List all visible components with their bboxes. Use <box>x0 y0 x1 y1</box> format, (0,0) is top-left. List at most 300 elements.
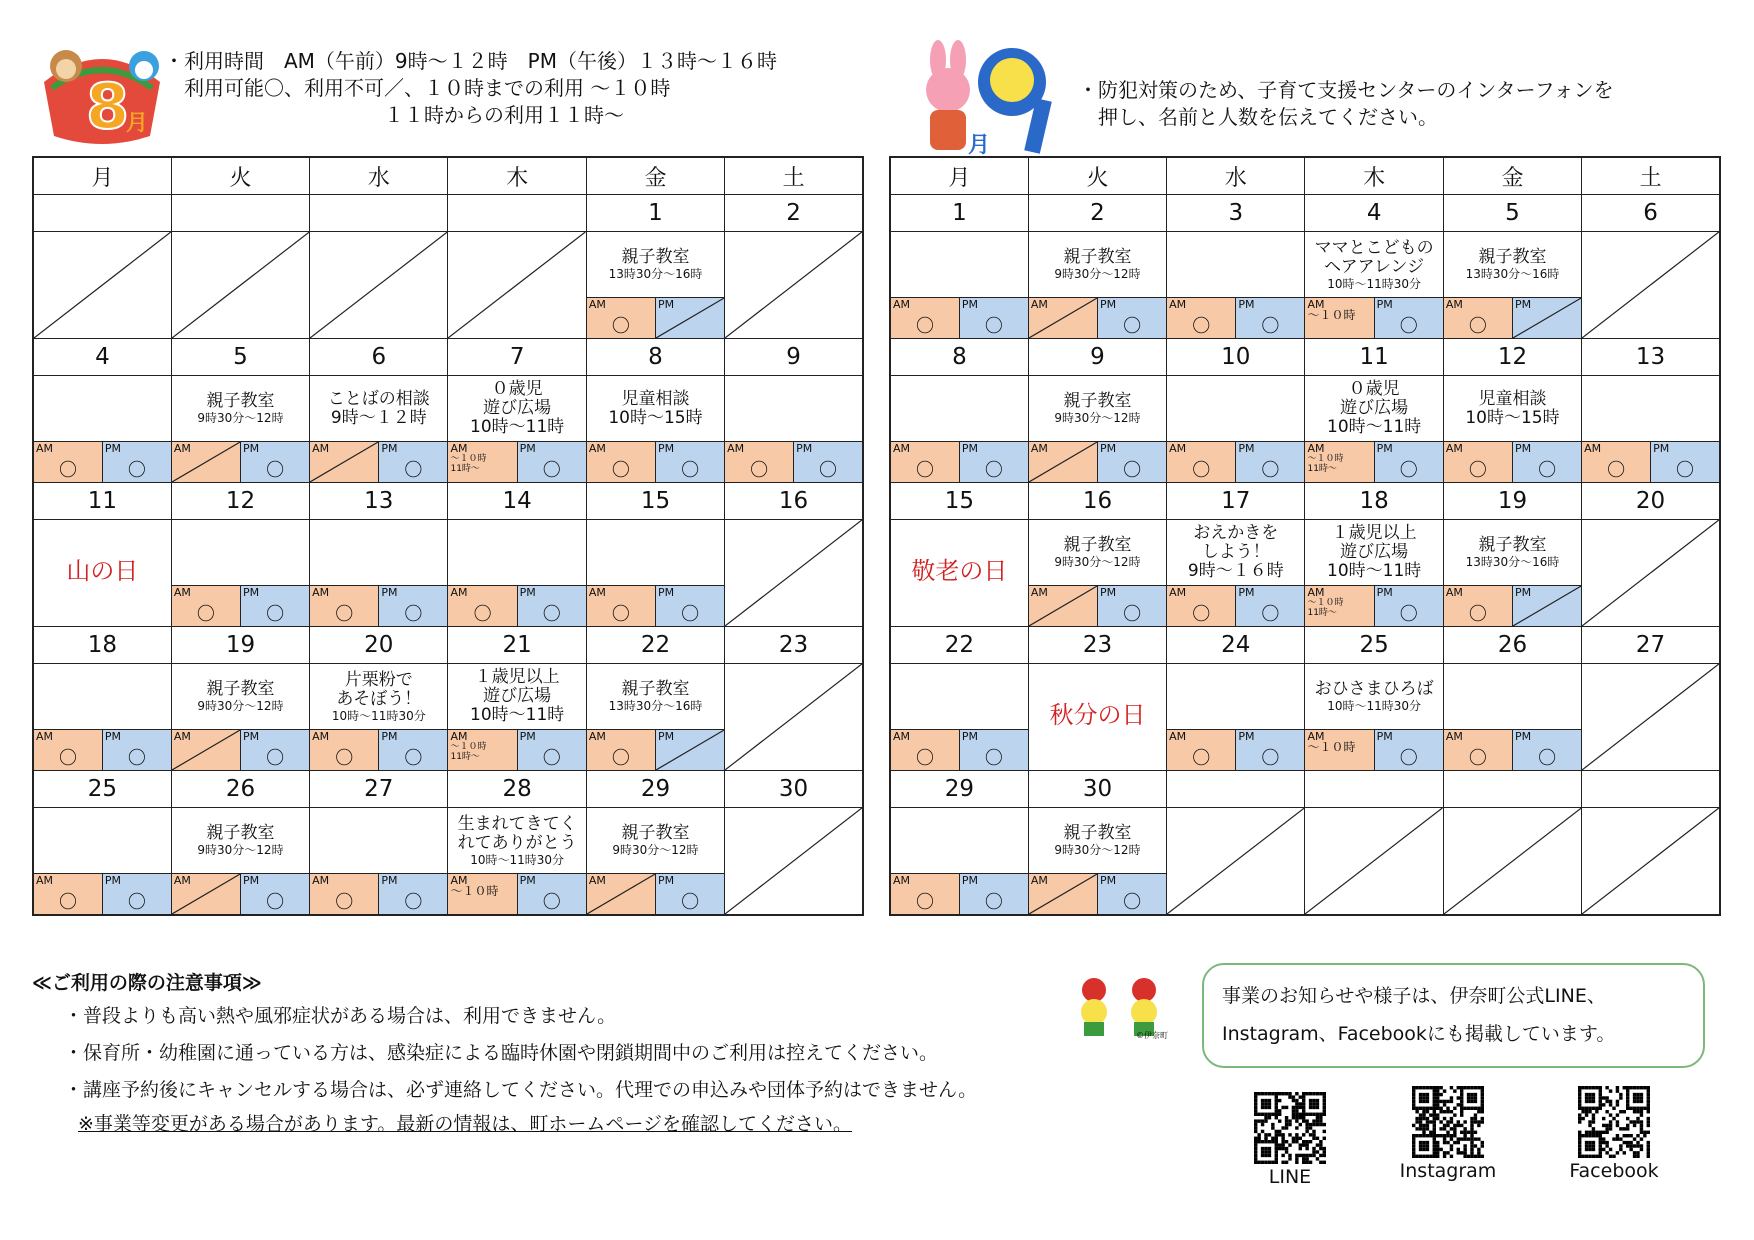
slot-cell <box>1167 298 1305 339</box>
event-time: 13時30分～16時 <box>1465 555 1560 569</box>
instagram-qr-code[interactable] <box>1412 1086 1484 1158</box>
closed-day-cell <box>1582 808 1720 916</box>
weekday-header: 火 <box>171 157 309 195</box>
holiday-cell <box>1028 664 1166 771</box>
event-title: 生まれてきてく れてありがとう <box>457 813 577 853</box>
slot-label: PM <box>1100 442 1117 455</box>
slot-label: PM <box>1100 874 1117 887</box>
day-number: 3 <box>1167 195 1305 232</box>
pm-slot <box>518 730 586 770</box>
available-mark: 〇 <box>1538 460 1557 481</box>
until-10-from-11-mark: ～１０時 11時～ <box>1307 598 1344 618</box>
available-mark: 〇 <box>58 892 77 913</box>
pm-slot <box>1375 298 1443 338</box>
event-title: ０歳児 遊び広場 10時～11時 <box>1327 379 1422 437</box>
event-cell <box>310 664 448 730</box>
event-cell <box>890 376 1028 442</box>
slot-label: AM <box>1030 874 1048 887</box>
pm-slot <box>1513 730 1581 770</box>
slot-cell <box>586 874 724 916</box>
pm-slot <box>379 730 447 770</box>
slot-cell <box>1305 298 1443 339</box>
slot-cell <box>33 730 171 771</box>
event-cell <box>586 808 724 874</box>
weekday-header: 火 <box>1028 157 1166 195</box>
event-cell <box>890 664 1028 730</box>
event-cell <box>1305 376 1443 442</box>
pm-slot <box>1098 298 1166 338</box>
pm-slot <box>960 442 1028 482</box>
day-number: 16 <box>1028 483 1166 520</box>
am-slot <box>1305 298 1374 338</box>
slot-label: AM <box>893 298 911 311</box>
closed-day-cell <box>1582 232 1720 339</box>
slot-cell <box>1305 730 1443 771</box>
slot-label: PM <box>104 730 122 743</box>
am-slot <box>587 442 656 482</box>
unavailable-slash <box>725 520 862 626</box>
unavailable-slash <box>725 232 862 338</box>
pm-slot <box>241 442 309 482</box>
available-mark: 〇 <box>1192 460 1211 481</box>
am-slot <box>1167 298 1236 338</box>
day-number <box>171 195 309 232</box>
unavailable-slash <box>310 442 378 482</box>
am-slot <box>587 298 656 338</box>
holiday-cell <box>890 520 1028 627</box>
day-number: 30 <box>1028 771 1166 808</box>
event-time: 9時30分～12時 <box>612 843 699 857</box>
available-mark: 〇 <box>1676 460 1695 481</box>
available-mark: 〇 <box>1192 748 1211 769</box>
slot-label: AM <box>588 442 606 455</box>
facebook-qr-code[interactable] <box>1578 1086 1650 1158</box>
available-mark: 〇 <box>984 316 1003 337</box>
pm-slot <box>656 442 724 482</box>
event-title: １歳児以上 遊び広場 10時～11時 <box>1327 523 1422 581</box>
slot-label: PM <box>961 874 979 887</box>
available-mark: 〇 <box>1399 748 1418 769</box>
am-slot <box>310 586 379 626</box>
day-number: 30 <box>725 771 863 808</box>
available-mark: 〇 <box>984 748 1003 769</box>
available-mark: 〇 <box>404 460 423 481</box>
event-title: 親子教室 <box>206 823 275 843</box>
pm-slot <box>1098 586 1166 626</box>
pm-slot <box>1513 442 1581 482</box>
closed-day-cell <box>725 232 863 339</box>
event-cell <box>1167 376 1305 442</box>
slot-label: AM <box>1445 586 1463 599</box>
note-item: ・普段よりも高い熱や風邪症状がある場合は、利用できません。 <box>64 1005 617 1027</box>
slot-label: AM <box>1030 298 1048 311</box>
until-10-mark: ～１０時 <box>450 884 499 898</box>
am-slot <box>172 874 241 914</box>
unavailable-slash <box>1582 232 1719 338</box>
day-number: 14 <box>448 483 586 520</box>
day-number: 9 <box>1028 339 1166 376</box>
event-cell <box>890 808 1028 874</box>
day-number: 12 <box>1443 339 1581 376</box>
available-mark: 〇 <box>1192 316 1211 337</box>
event-title: 親子教室 <box>621 679 690 699</box>
slot-cell <box>725 442 863 483</box>
slot-cell <box>33 874 171 916</box>
slot-cell <box>310 586 448 627</box>
available-mark: 〇 <box>915 460 934 481</box>
slot-label: AM <box>1445 442 1463 455</box>
am-slot <box>587 586 656 626</box>
am-slot <box>1305 442 1374 482</box>
event-time: 9時30分～12時 <box>197 843 284 857</box>
unavailable-slash <box>1029 298 1097 338</box>
unavailable-slash <box>310 232 447 338</box>
day-number: 20 <box>310 627 448 664</box>
closed-day-cell <box>310 232 448 339</box>
slot-label: PM <box>381 586 398 599</box>
am-slot <box>1167 442 1236 482</box>
pm-slot <box>518 586 586 626</box>
event-cell <box>448 664 586 730</box>
holiday-name: 敬老の日 <box>911 557 1008 585</box>
available-mark: 〇 <box>266 748 285 769</box>
day-number <box>310 195 448 232</box>
pm-slot <box>656 730 724 770</box>
event-title: 親子教室 <box>621 823 690 843</box>
slot-cell <box>586 586 724 627</box>
slot-label: AM <box>1584 442 1602 455</box>
event-title: 親子教室 <box>1478 247 1547 267</box>
am-slot <box>310 442 379 482</box>
am-slot <box>172 586 241 626</box>
slot-cell <box>33 442 171 483</box>
weekday-header: 土 <box>1582 157 1720 195</box>
slot-label: AM <box>1307 586 1325 599</box>
event-time: 13時30分～16時 <box>608 267 703 281</box>
available-mark: 〇 <box>335 892 354 913</box>
pm-slot <box>379 586 447 626</box>
am-slot <box>1167 586 1236 626</box>
available-mark: 〇 <box>1399 316 1418 337</box>
pm-slot <box>1513 298 1581 338</box>
available-mark: 〇 <box>1468 604 1487 625</box>
line-qr-code[interactable] <box>1254 1092 1326 1164</box>
slot-label: AM <box>1169 730 1187 743</box>
event-title: 親子教室 <box>1478 535 1547 555</box>
slot-label: AM <box>450 586 468 599</box>
pm-slot <box>241 586 309 626</box>
day-number: 26 <box>1443 627 1581 664</box>
mascot-credit: ©伊奈町 <box>1136 1031 1168 1040</box>
slot-label: AM <box>173 586 191 599</box>
day-number: 10 <box>1167 339 1305 376</box>
event-title: 児童相談 10時～15時 <box>1465 388 1560 428</box>
pm-slot <box>960 730 1028 770</box>
aug-info-line-3: １１時からの利用１１時～ <box>164 103 624 127</box>
unavailable-slash <box>725 808 862 914</box>
event-cell <box>448 520 586 586</box>
day-number: 11 <box>1305 339 1443 376</box>
slot-cell <box>310 874 448 916</box>
event-cell <box>725 376 863 442</box>
day-number: 25 <box>1305 627 1443 664</box>
event-cell <box>171 376 309 442</box>
unavailable-slash <box>725 664 862 770</box>
event-title: １歳児以上 遊び広場 10時～11時 <box>470 667 565 725</box>
slot-label: PM <box>657 298 675 311</box>
available-mark: 〇 <box>335 604 354 625</box>
until-10-mark: ～１０時 <box>1307 740 1356 754</box>
slot-label: PM <box>1238 442 1255 455</box>
slot-label: PM <box>796 442 813 455</box>
event-time: 9時30分～12時 <box>1054 843 1141 857</box>
day-number: 1 <box>890 195 1028 232</box>
am-slot <box>310 874 379 914</box>
unavailable-slash <box>1029 586 1097 626</box>
slot-label: AM <box>1169 298 1187 311</box>
slot-cell <box>171 442 309 483</box>
weekday-header: 月 <box>890 157 1028 195</box>
pm-slot <box>960 874 1028 914</box>
event-cell <box>586 664 724 730</box>
slot-label: PM <box>243 442 260 455</box>
event-title: 親子教室 <box>621 247 690 267</box>
available-mark: 〇 <box>1468 316 1487 337</box>
slot-cell <box>1167 442 1305 483</box>
event-cell <box>171 808 309 874</box>
event-cell <box>1167 520 1305 586</box>
available-mark: 〇 <box>1538 748 1557 769</box>
pm-slot <box>1236 442 1304 482</box>
event-cell <box>1167 664 1305 730</box>
day-number <box>1305 771 1443 808</box>
event-cell <box>33 808 171 874</box>
pm-slot <box>379 442 447 482</box>
event-title: 親子教室 <box>1063 823 1132 843</box>
day-number: 27 <box>1582 627 1720 664</box>
slot-label: AM <box>450 442 468 455</box>
available-mark: 〇 <box>58 748 77 769</box>
slot-cell <box>586 442 724 483</box>
am-slot <box>310 730 379 770</box>
unavailable-slash <box>172 874 240 914</box>
day-number: 8 <box>586 339 724 376</box>
slot-label: PM <box>1238 730 1255 743</box>
slot-label: PM <box>1514 442 1532 455</box>
slot-label: AM <box>588 730 606 743</box>
event-cell <box>1582 376 1720 442</box>
day-number: 22 <box>890 627 1028 664</box>
weekday-header: 月 <box>33 157 171 195</box>
slot-cell <box>310 442 448 483</box>
available-mark: 〇 <box>1123 316 1142 337</box>
aug-info-line-2: 利用可能〇、利用不可／、１０時までの利用 ～１０時 <box>164 76 671 100</box>
unavailable-slash <box>1305 808 1442 914</box>
event-time: 9時30分～12時 <box>197 411 284 425</box>
day-number: 29 <box>890 771 1028 808</box>
available-mark: 〇 <box>1399 604 1418 625</box>
closed-day-cell <box>725 808 863 916</box>
available-mark: 〇 <box>611 316 630 337</box>
slot-cell <box>1028 586 1166 627</box>
slot-label: PM <box>1100 298 1117 311</box>
holiday-name: 秋分の日 <box>1049 701 1146 729</box>
slot-label: AM <box>1169 442 1187 455</box>
day-number: 20 <box>1582 483 1720 520</box>
slot-label: AM <box>588 874 606 887</box>
day-number: 22 <box>586 627 724 664</box>
slot-label: PM <box>519 730 536 743</box>
slot-label: AM <box>36 874 54 887</box>
slot-label: PM <box>1376 586 1393 599</box>
slot-label: AM <box>893 874 911 887</box>
available-mark: 〇 <box>127 892 146 913</box>
slot-label: PM <box>381 442 398 455</box>
line-label[interactable]: LINE <box>1268 1166 1312 1188</box>
am-slot <box>1444 442 1513 482</box>
slot-label: AM <box>173 730 191 743</box>
until-10-from-11-mark: ～１０時 11時～ <box>450 454 487 474</box>
day-number: 15 <box>890 483 1028 520</box>
until-10-from-11-mark: ～１０時 11時～ <box>450 742 487 762</box>
available-mark: 〇 <box>542 748 561 769</box>
available-mark: 〇 <box>1123 604 1142 625</box>
event-cell <box>1028 376 1166 442</box>
pm-slot <box>656 298 724 338</box>
day-number: 17 <box>1167 483 1305 520</box>
available-mark: 〇 <box>915 892 934 913</box>
event-cell <box>1305 520 1443 586</box>
slot-label: PM <box>243 730 260 743</box>
slot-label: AM <box>893 442 911 455</box>
unavailable-slash <box>1513 298 1581 338</box>
weekday-header: 金 <box>586 157 724 195</box>
day-number: 8 <box>890 339 1028 376</box>
am-slot <box>34 730 103 770</box>
day-number: 5 <box>1443 195 1581 232</box>
closed-day-cell <box>448 232 586 339</box>
note-item: ・保育所・幼稚園に通っている方は、感染症による臨時休園や閉鎖期間中のご利用は控えてください。 <box>64 1042 939 1064</box>
sep-info-line-2: 押し、名前と人数を伝えてください。 <box>1078 105 1438 129</box>
slot-label: PM <box>1238 586 1255 599</box>
am-slot <box>172 442 241 482</box>
event-time: 9時30分～12時 <box>1054 555 1141 569</box>
day-number: 2 <box>1028 195 1166 232</box>
pm-slot <box>1513 586 1581 626</box>
day-number: 26 <box>171 771 309 808</box>
pm-slot <box>794 442 862 482</box>
available-mark: 〇 <box>1261 316 1280 337</box>
event-cell <box>1167 232 1305 298</box>
day-number: 18 <box>33 627 171 664</box>
event-time: 9時30分～12時 <box>1054 267 1141 281</box>
closed-day-cell <box>33 232 171 339</box>
slot-cell <box>1028 874 1166 916</box>
mascot-illustration <box>1072 976 1182 1042</box>
slot-label: AM <box>450 730 468 743</box>
slot-label: AM <box>893 730 911 743</box>
pm-slot <box>1651 442 1719 482</box>
slot-label: PM <box>1376 298 1393 311</box>
available-mark: 〇 <box>542 604 561 625</box>
day-number <box>33 195 171 232</box>
unavailable-slash <box>172 442 240 482</box>
note-footnote: ※事業等変更がある場合があります。最新の情報は、町ホームページを確認してください。 <box>78 1113 853 1135</box>
day-number <box>1443 771 1581 808</box>
slot-label: AM <box>1169 586 1187 599</box>
am-slot <box>1167 730 1236 770</box>
available-mark: 〇 <box>611 748 630 769</box>
closed-day-cell <box>1167 808 1305 916</box>
weekday-header: 土 <box>725 157 863 195</box>
event-cell <box>1028 808 1166 874</box>
event-title: 親子教室 <box>206 679 275 699</box>
slot-label: AM <box>312 874 330 887</box>
day-number: 12 <box>171 483 309 520</box>
slot-label: AM <box>36 730 54 743</box>
event-title: 親子教室 <box>1063 391 1132 411</box>
unavailable-slash <box>1444 808 1581 914</box>
available-mark: 〇 <box>266 892 285 913</box>
slot-cell <box>890 442 1028 483</box>
day-number <box>1167 771 1305 808</box>
event-title: ０歳児 遊び広場 10時～11時 <box>470 379 565 437</box>
available-mark: 〇 <box>681 892 700 913</box>
event-cell <box>171 520 309 586</box>
slot-label: PM <box>104 442 122 455</box>
day-number: 5 <box>171 339 309 376</box>
pm-slot <box>960 298 1028 338</box>
day-number: 24 <box>1167 627 1305 664</box>
slot-label: AM <box>1307 730 1325 743</box>
day-number: 11 <box>33 483 171 520</box>
slot-label: PM <box>381 874 398 887</box>
event-cell <box>448 376 586 442</box>
event-cell <box>1305 232 1443 298</box>
day-number: 16 <box>725 483 863 520</box>
am-slot <box>1029 442 1098 482</box>
slot-label: AM <box>588 586 606 599</box>
instagram-label[interactable]: Instagram <box>1399 1160 1497 1182</box>
event-title: ママとこどもの ヘアアレンジ <box>1314 237 1434 277</box>
slot-label: AM <box>36 442 54 455</box>
event-time: 10時～11時30分 <box>1327 276 1422 291</box>
am-slot <box>1029 874 1098 914</box>
pm-slot <box>1236 298 1304 338</box>
slot-label: PM <box>961 442 979 455</box>
slot-label: AM <box>173 874 191 887</box>
facebook-label[interactable]: Facebook <box>1569 1160 1659 1182</box>
september-calendar <box>889 156 1721 916</box>
slot-label: PM <box>1238 298 1255 311</box>
available-mark: 〇 <box>681 604 700 625</box>
available-mark: 〇 <box>335 748 354 769</box>
day-number <box>1582 771 1720 808</box>
unavailable-slash <box>1029 442 1097 482</box>
slot-label: PM <box>961 730 979 743</box>
event-cell <box>586 376 724 442</box>
am-slot <box>448 586 517 626</box>
august-calendar <box>32 156 864 916</box>
unavailable-slash <box>172 232 309 338</box>
holiday-cell <box>33 520 171 627</box>
slot-label: PM <box>519 874 536 887</box>
until-10-from-11-mark: ～１０時 11時～ <box>1307 454 1344 474</box>
am-slot <box>448 730 517 770</box>
slot-cell <box>1167 730 1305 771</box>
event-cell <box>310 808 448 874</box>
unavailable-slash <box>1582 520 1719 626</box>
